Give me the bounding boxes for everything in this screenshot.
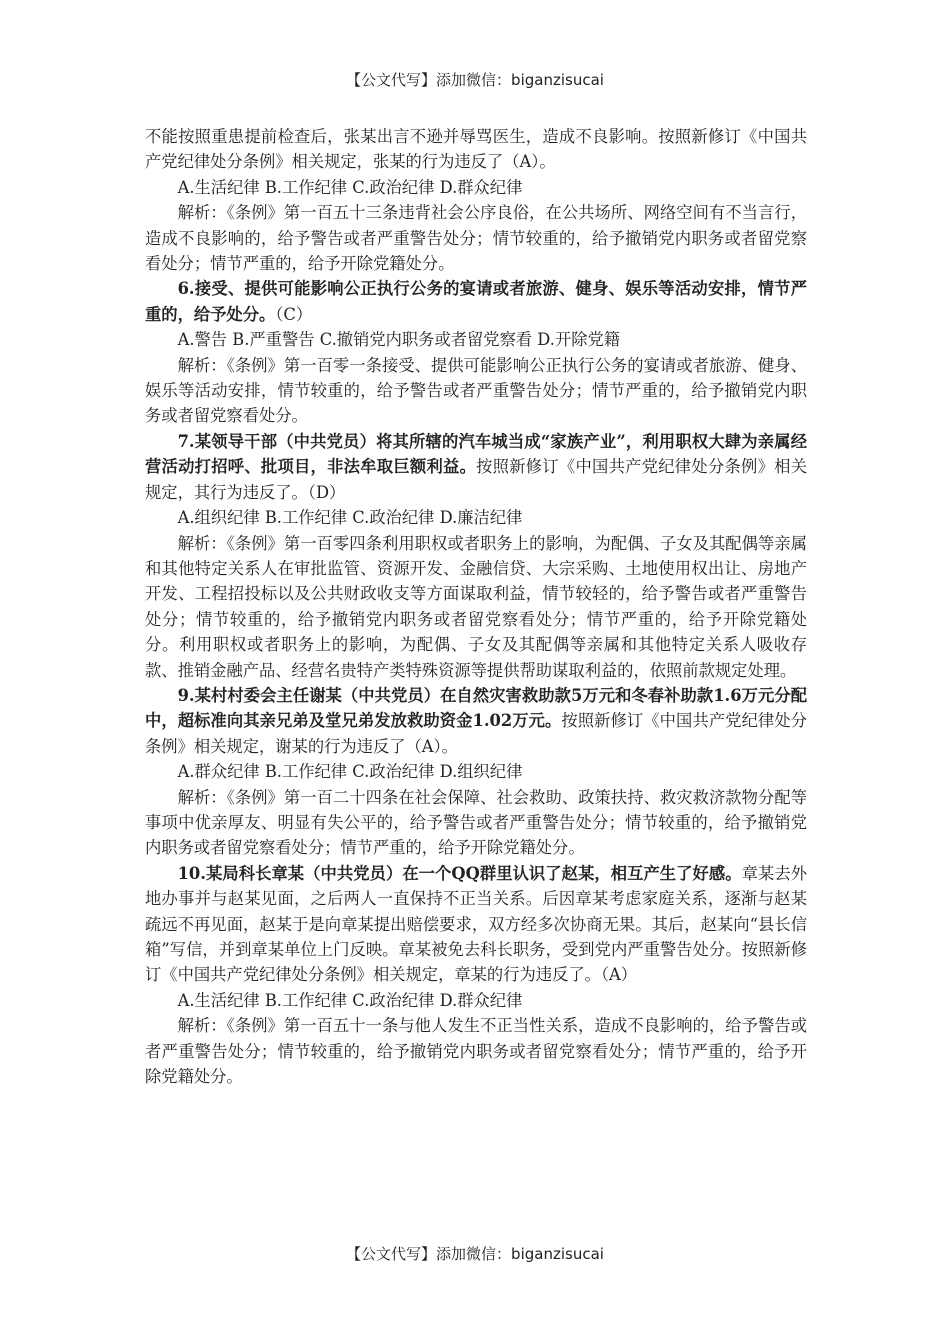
question-5-options: A.生活纪律 B.工作纪律 C.政治纪律 D.群众纪律 — [177, 177, 523, 197]
question-6-analysis: 解析：《条例》第一百零一条接受、提供可能影响公正执行公务的宴请或者旅游、健身、娱乐等活动安排，情节较重的，给予警告或者严重警告处分；情节严重的，给予撤销党内职务或者留党察看处分。 — [145, 355, 807, 426]
question-9 — [145, 683, 807, 759]
page-header: 【公文代写】添加微信：biganzisucai — [346, 71, 604, 89]
question-9-stem: 9.某村村委会主任谢某（中共党员）在自然灾害救助款5万元和冬春补助款1.6万元分配中，超标准向其亲兄弟及堂兄弟发放救助资金1.02万元。 — [145, 685, 807, 731]
question-9-options: A.群众纪律 B.工作纪律 C.政治纪律 D.组织纪律 — [177, 762, 523, 782]
question-6-options: A.警告 B.严重警告 C.撤销党内职务或者留党察看 D.开除党籍 — [177, 330, 621, 350]
question-10 — [145, 861, 807, 988]
question-7-analysis: 解析：《条例》第一百零四条利用职权或者职务上的影响，为配偶、子女及其配偶等亲属和其他特定关系人在审批监管、资源开发、金融信贷、大宗采购、土地使用权出让、房地产开发、工程招投标以及公共财政收支等方面谋取利益，情节较轻的，给予警告或者严重警告处分；情节较重的，给予撤销党内职务或者留党察看处分；情节严重的，给予开除党籍处分。利用职权或者职务上的影响，为配偶、子女及其配偶等亲属和其他特定关系人吸收存款、推销金融产品、经营名贵特产类特殊资源等提供帮助谋取利益的，依照前款规定处理。 — [145, 533, 807, 680]
question-6 — [145, 276, 807, 327]
question-5-analysis: 解析：《条例》第一百五十三条违背社会公序良俗，在公共场所、网络空间有不当言行，造成不良影响的，给予警告或者严重警告处分；情节较重的，给予撤销党内职务或者留党察看处分；情节严重的，给予开除党籍处分。 — [145, 203, 807, 274]
question-10-options: A.生活纪律 B.工作纪律 C.政治纪律 D.群众纪律 — [177, 990, 523, 1010]
question-7-options: A.组织纪律 B.工作纪律 C.政治纪律 D.廉洁纪律 — [177, 508, 523, 528]
question-10-analysis: 解析：《条例》第一百五十一条与他人发生不正当性关系，造成不良影响的，给予警告或者严重警告处分；情节较重的，给予撤销党内职务或者留党察看处分；情节严重的，给予开除党籍处分。 — [145, 1016, 807, 1087]
question-7 — [145, 429, 807, 505]
question-7-rest: 按照新修订《中国共产党纪律处分条例》相关规定，其行为违反了。（D） — [145, 457, 807, 502]
question-9-rest: 按照新修订《中国共产党纪律处分条例》相关规定，谢某的行为违反了（A）。 — [145, 711, 807, 756]
question-9-analysis: 解析：《条例》第一百二十四条在社会保障、社会救助、政策扶持、救灾救济款物分配等事项中优亲厚友、明显有失公平的，给予警告或者严重警告处分；情节较重的，给予撤销党内职务或者留党察看处分；情节严重的，给予开除党籍处分。 — [145, 787, 807, 858]
question-6-stem: 6.接受、提供可能影响公正执行公务的宴请或者旅游、健身、娱乐等活动安排，情节严重的，给予处分。 — [145, 279, 807, 324]
question-7-stem: 7.某领导干部（中共党员）将其所辖的汽车城当成“家族产业”，利用职权大肆为亲属经营活动打招呼、批项目，非法牟取巨额利益。 — [145, 431, 807, 477]
question-10-rest: 章某去外地办事并与赵某见面，之后两人一直保持不正当关系。后因章某考虑家庭关系，逐渐与赵某疏远不再见面，赵某于是向章某提出赔偿要求，双方经多次协商无果。其后，赵某向“县长信箱”写信，并到章某单位上门反映。章某被免去科长职务，受到党内严重警告处分。按照新修订《中国共产党纪律处分条例》相关规定，章某的行为违反了。（A） — [145, 863, 807, 985]
paragraph-continued-question: 不能按照重患提前检查后，张某出言不逊并辱骂医生，造成不良影响。按照新修订《中国共产党纪律处分条例》相关规定，张某的行为违反了（A）。 — [145, 127, 807, 172]
document-body — [145, 124, 807, 1089]
question-10-stem: 10.某局科长章某（中共党员）在一个QQ群里认识了赵某，相互产生了好感。 — [177, 863, 742, 883]
question-6-answer: （C） — [275, 304, 313, 324]
page-footer: 【公文代写】添加微信：biganzisucai — [346, 1245, 604, 1263]
